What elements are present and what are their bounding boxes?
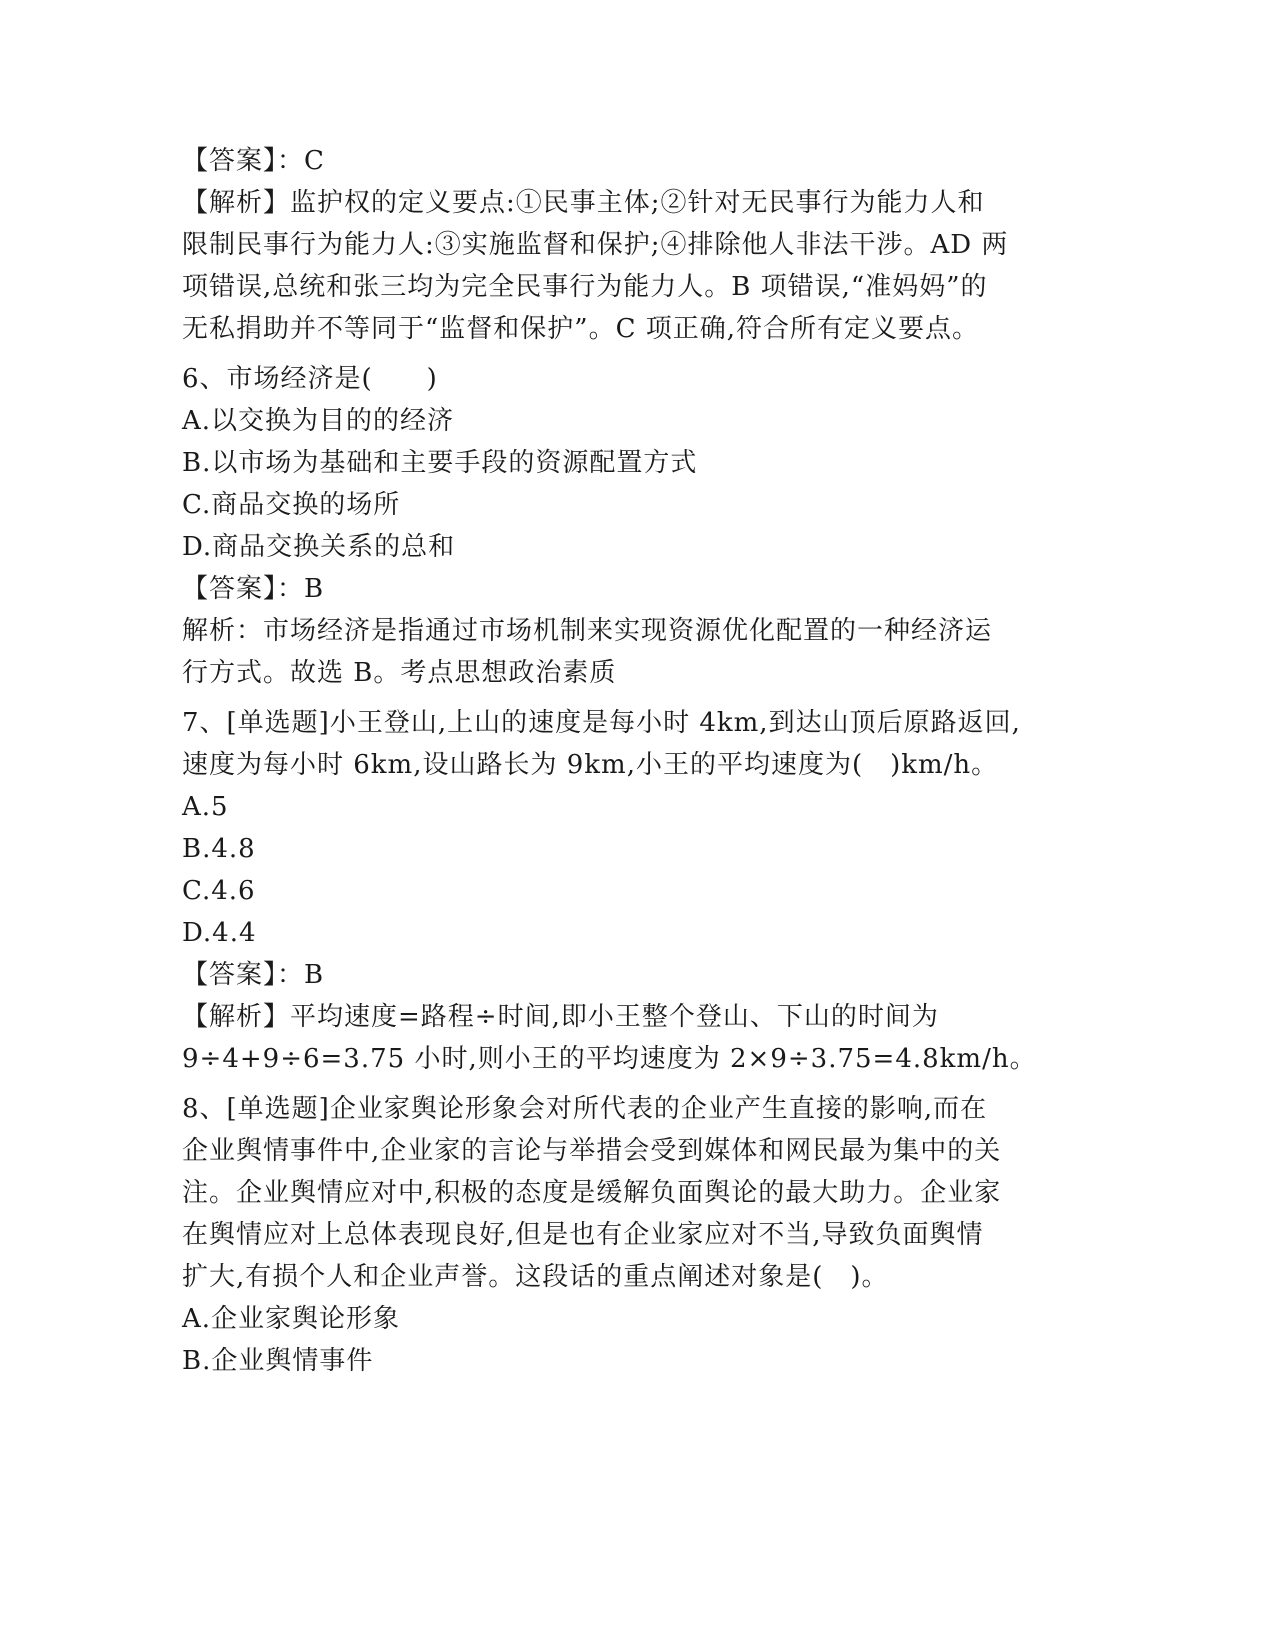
question-stem: 注。企业舆情应对中,积极的态度是缓解负面舆论的最大助力。企业家 [182, 1178, 1002, 1208]
option-b: B.以市场为基础和主要手段的资源配置方式 [182, 448, 698, 478]
analysis-line: 行方式。故选 B。考点思想政治素质 [182, 658, 617, 688]
question-stem: 企业舆情事件中,企业家的言论与举措会受到媒体和网民最为集中的关 [182, 1136, 1002, 1166]
analysis-line: 限制民事行为能力人:③实施监督和保护;④排除他人非法干涉。AD 两 [182, 230, 1009, 260]
question-7 [182, 702, 1082, 1080]
question-stem: 扩大,有损个人和企业声誉。这段话的重点阐述对象是( )。 [182, 1262, 889, 1292]
option-a: A.以交换为目的的经济 [182, 406, 455, 436]
option-a: A.5 [182, 792, 229, 822]
question-stem: 在舆情应对上总体表现良好,但是也有企业家应对不当,导致负面舆情 [182, 1220, 984, 1250]
answer-label: 【答案】：B [182, 574, 325, 604]
analysis-line: 无私捐助并不等同于“监督和保护”。C 项正确,符合所有定义要点。 [182, 314, 980, 344]
analysis-line: 项错误,总统和张三均为完全民事行为能力人。B 项错误,“准妈妈”的 [182, 272, 988, 302]
question-stem: 8、[单选题]企业家舆论形象会对所代表的企业产生直接的影响,而在 [182, 1094, 988, 1124]
option-d: D.4.4 [182, 918, 257, 948]
question-stem: 7、[单选题]小王登山,上山的速度是每小时 4km,到达山顶后原路返回, [182, 708, 1021, 738]
question-6 [182, 358, 1082, 694]
question-8 [182, 1088, 1082, 1382]
option-c: C.商品交换的场所 [182, 490, 401, 520]
question-5-answer-block [182, 140, 1082, 350]
option-b: B.4.8 [182, 834, 256, 864]
analysis-line: 【解析】平均速度=路程÷时间,即小王整个登山、下山的时间为 [182, 1002, 939, 1032]
document-page [182, 140, 1082, 1382]
answer-label: 【答案】：C [182, 146, 325, 176]
analysis-line: 9÷4+9÷6=3.75 小时,则小王的平均速度为 2×9÷3.75=4.8km/h。 [182, 1044, 1037, 1074]
option-a: A.企业家舆论形象 [182, 1304, 401, 1334]
option-b: B.企业舆情事件 [182, 1346, 374, 1376]
analysis-line: 【解析】监护权的定义要点:①民事主体;②针对无民事行为能力人和 [182, 188, 985, 218]
option-c: C.4.6 [182, 876, 256, 906]
option-d: D.商品交换关系的总和 [182, 532, 456, 562]
question-stem: 速度为每小时 6km,设山路长为 9km,小王的平均速度为( )km/h。 [182, 750, 999, 780]
analysis-line: 解析：市场经济是指通过市场机制来实现资源优化配置的一种经济运 [182, 616, 993, 646]
answer-label: 【答案】：B [182, 960, 325, 990]
question-stem: 6、市场经济是( ) [182, 364, 438, 394]
